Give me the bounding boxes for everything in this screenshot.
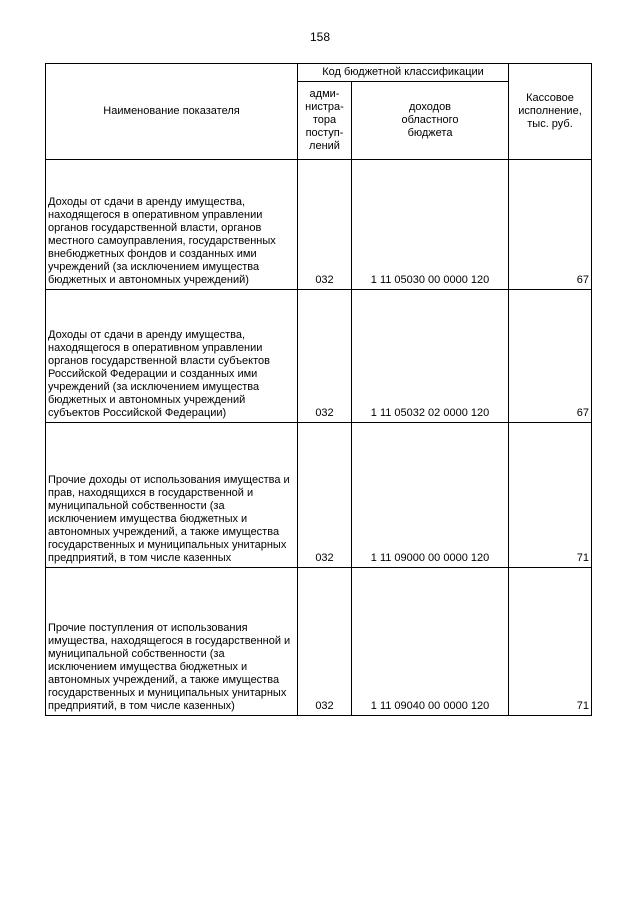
row-admin-code: 032 <box>298 568 352 716</box>
row-admin-code: 032 <box>298 423 352 568</box>
table-row <box>46 160 592 290</box>
row-admin-code: 032 <box>298 290 352 423</box>
row-income-code: 1 11 05032 02 0000 120 <box>352 290 509 423</box>
row-name: Прочие доходы от использования имущества и прав, находящихся в государственной и муниципальной собственности (за исключением имущества бюджетных и автономных учреждений, а также имущества государственных и муниципальных унитарных предприятий, в том числе казенных <box>46 423 298 568</box>
row-income-code: 1 11 05030 00 0000 120 <box>352 160 509 290</box>
row-admin-code: 032 <box>298 160 352 290</box>
table-row <box>46 290 592 423</box>
row-amount: 67 <box>509 290 592 423</box>
table-row <box>46 568 592 716</box>
row-amount: 71 <box>509 568 592 716</box>
row-amount: 67 <box>509 160 592 290</box>
row-income-code: 1 11 09000 00 0000 120 <box>352 423 509 568</box>
row-name: Доходы от сдачи в аренду имущества, находящегося в оперативном управлении органов государственной власти субъектов Российской Федерации и созданных ими учреждений (за исключением имущества бюджетных и автономных учреждений субъектов Российской Федерации) <box>46 290 298 423</box>
header-classification-group: Код бюджетной классификации <box>298 64 509 82</box>
header-income: доходов областного бюджета <box>352 82 509 160</box>
page-number: 158 <box>309 30 331 44</box>
row-name: Доходы от сдачи в аренду имущества, находящегося в оперативном управлении органов государственной власти, органов местного самоуправления, государственных внебюджетных фондов и созданных ими учреждений (за исключением имущества бюджетных и автономных учреждений) <box>46 160 298 290</box>
header-admin: адми- нистра- тора поступ- лений <box>298 82 352 160</box>
row-income-code: 1 11 09040 00 0000 120 <box>352 568 509 716</box>
row-name: Прочие поступления от использования имущества, находящегося в государственной и муниципальной собственности (за исключением имущества бюджетных и автономных учреждений, а также имущества государственных и муниципальных унитарных предприятий, в том числе казенных) <box>46 568 298 716</box>
row-amount: 71 <box>509 423 592 568</box>
table-row <box>46 423 592 568</box>
budget-table <box>45 63 592 716</box>
header-name: Наименование показателя <box>46 64 298 160</box>
header-amount: Кассовое исполнение, тыс. руб. <box>509 64 592 160</box>
